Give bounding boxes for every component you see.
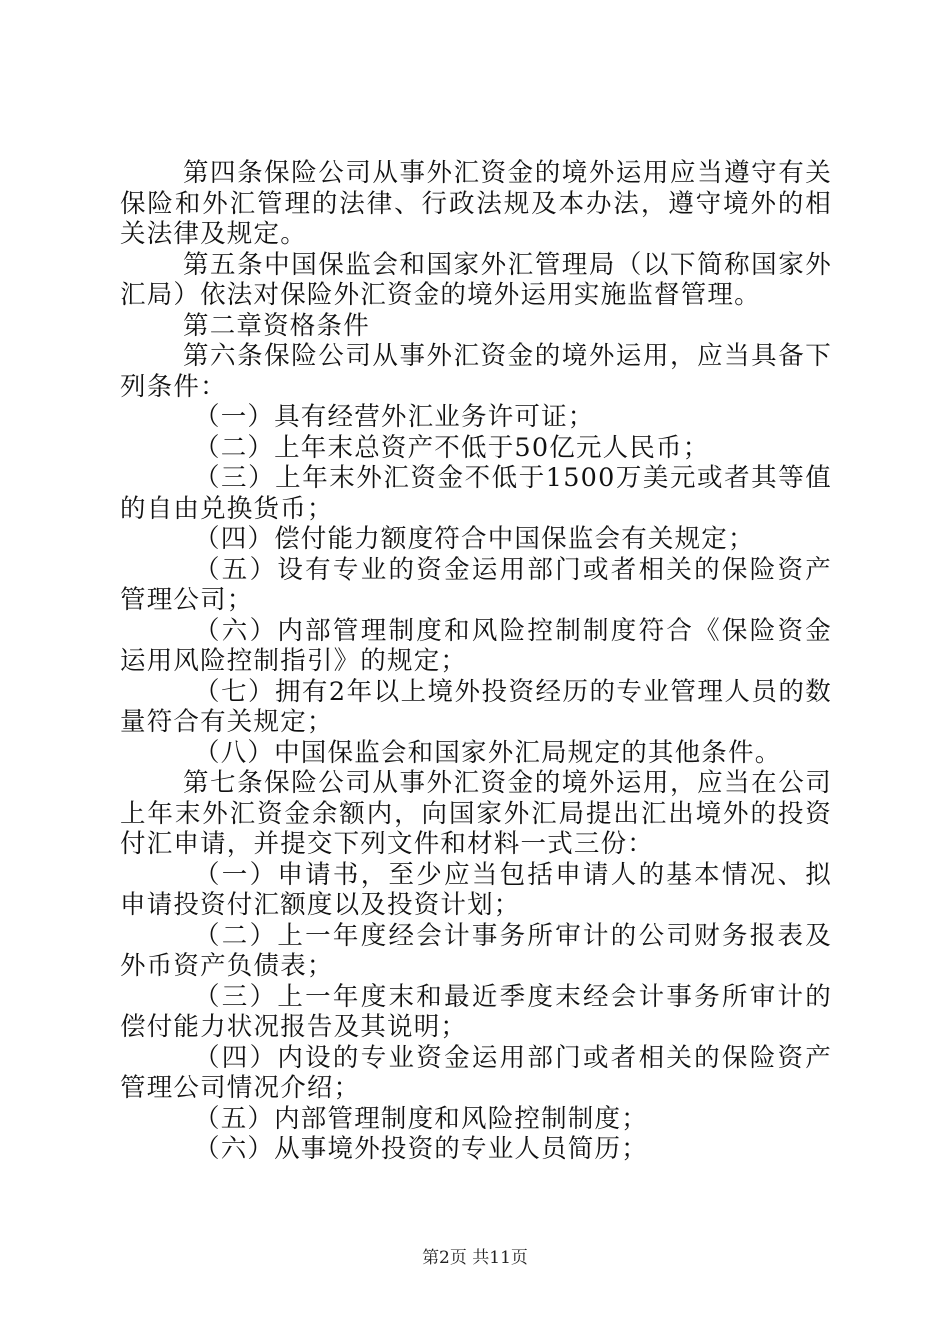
list-item: （三）上一年度末和最近季度末经会计事务所审计的偿付能力状况报告及其说明； bbox=[120, 981, 832, 1042]
list-item: （五）内部管理制度和风险控制制度； bbox=[194, 1103, 648, 1134]
document-body bbox=[120, 158, 832, 1165]
page-number-footer: 第2页 共11页 bbox=[422, 1248, 528, 1268]
list-item: （一）具有经营外汇业务许可证； bbox=[194, 402, 595, 432]
paragraph-article-6: 第六条保险公司从事外汇资金的境外运用，应当具备下列条件： bbox=[120, 341, 832, 402]
list-item: （五）设有专业的资金运用部门或者相关的保险资产管理公司； bbox=[120, 554, 832, 615]
list-item: （二）上一年度经会计事务所审计的公司财务报表及外币资产负债表； bbox=[120, 920, 832, 981]
list-item: （一）申请书，至少应当包括申请人的基本情况、拟申请投资付汇额度以及投资计划； bbox=[120, 859, 832, 920]
paragraph-article-5: 第五条中国保监会和国家外汇管理局（以下简称国家外汇局）依法对保险外汇资金的境外运用实施监督管理。 bbox=[120, 249, 832, 310]
chapter-heading: 第二章资格条件 bbox=[183, 310, 370, 341]
list-item: （四）内设的专业资金运用部门或者相关的保险资产管理公司情况介绍； bbox=[120, 1042, 832, 1103]
paragraph-article-7: 第七条保险公司从事外汇资金的境外运用，应当在公司上年末外汇资金余额内，向国家外汇局提出汇出境外的投资付汇申请，并提交下列文件和材料一式三份： bbox=[120, 768, 832, 859]
paragraph-article-4: 第四条保险公司从事外汇资金的境外运用应当遵守有关保险和外汇管理的法律、行政法规及本办法，遵守境外的相关法律及规定。 bbox=[120, 158, 832, 249]
list-item: （三）上年末外汇资金不低于1500万美元或者其等值的自由兑换货币； bbox=[120, 463, 832, 524]
list-item: （二）上年末总资产不低于50亿元人民币； bbox=[194, 432, 710, 463]
list-item: （八）中国保监会和国家外汇局规定的其他条件。 bbox=[194, 737, 782, 768]
list-item: （七）拥有2年以上境外投资经历的专业管理人员的数量符合有关规定； bbox=[120, 676, 832, 737]
list-item: （六）从事境外投资的专业人员简历； bbox=[194, 1134, 648, 1164]
list-item: （四）偿付能力额度符合中国保监会有关规定； bbox=[194, 524, 755, 554]
list-item: （六）内部管理制度和风险控制制度符合《保险资金运用风险控制指引》的规定； bbox=[120, 615, 832, 676]
